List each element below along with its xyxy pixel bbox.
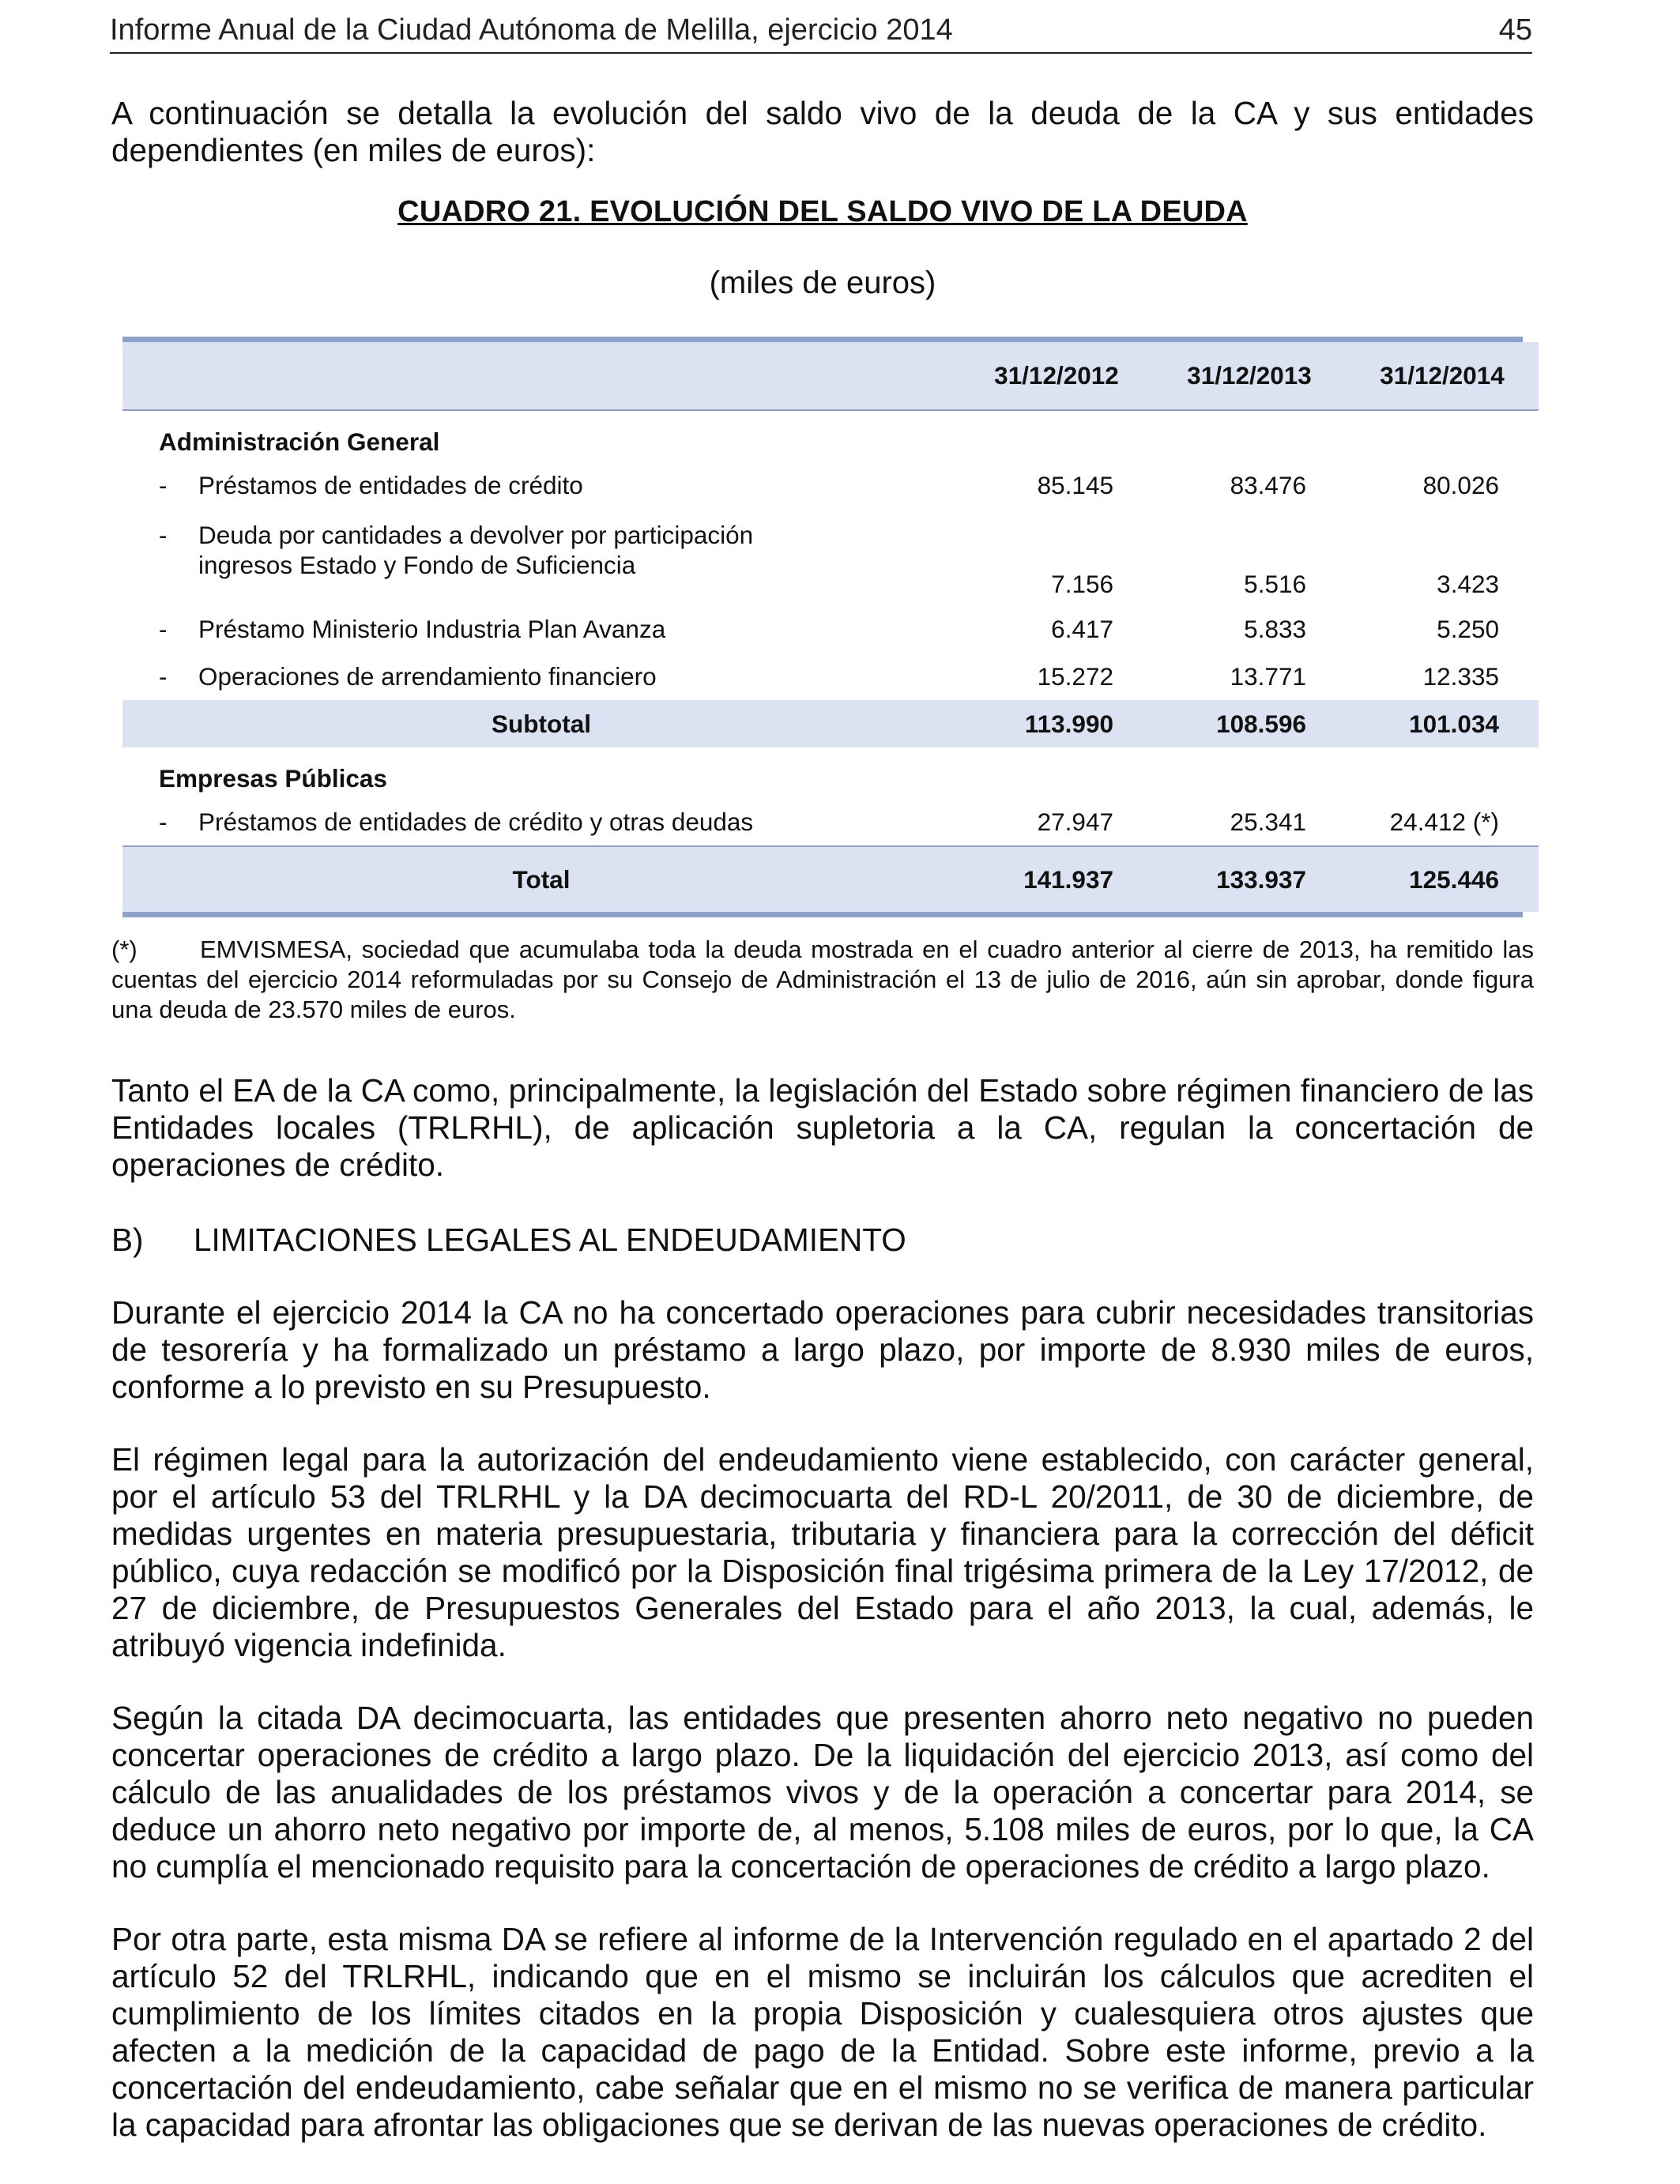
cell-value: 80.026 bbox=[1422, 470, 1499, 499]
table-row bbox=[122, 461, 1539, 509]
section-label: Empresas Públicas bbox=[159, 764, 387, 793]
cell-value: 108.596 bbox=[1153, 700, 1346, 747]
table-row bbox=[122, 509, 1539, 605]
total-label: Total bbox=[122, 846, 960, 912]
total-row bbox=[122, 846, 1539, 912]
column-header: 31/12/2012 bbox=[960, 342, 1153, 410]
column-header: 31/12/2013 bbox=[1153, 342, 1346, 410]
cell-value: 125.446 bbox=[1346, 846, 1539, 912]
page-body bbox=[111, 87, 1534, 2144]
report-title: Informe Anual de la Ciudad Autónoma de Melilla, ejercicio 2014 bbox=[110, 13, 953, 47]
cell-value: 133.937 bbox=[1153, 846, 1346, 912]
cell-value: 5.833 bbox=[1244, 614, 1306, 643]
cell-value: 7.156 bbox=[1051, 570, 1113, 598]
debt-table bbox=[122, 337, 1523, 917]
table-row bbox=[122, 798, 1539, 846]
cell-value: 25.341 bbox=[1153, 798, 1346, 846]
section-label: Administración General bbox=[159, 427, 440, 456]
bullet-dash: - bbox=[159, 661, 168, 691]
cell-value: 15.272 bbox=[1037, 661, 1113, 691]
cell-value: 6.417 bbox=[1051, 614, 1113, 643]
row-label: Préstamo Ministerio Industria Plan Avanza bbox=[198, 614, 666, 643]
table-footnote bbox=[111, 935, 1534, 1025]
table-top-rule bbox=[122, 337, 1523, 342]
bullet-dash: - bbox=[159, 470, 168, 499]
bullet-dash: - bbox=[159, 807, 168, 836]
cell-value: 3.423 bbox=[1437, 570, 1499, 598]
table-title: CUADRO 21. EVOLUCIÓN DEL SALDO VIVO DE LA DEUDA bbox=[397, 195, 1248, 228]
section-title: LIMITACIONES LEGALES AL ENDEUDAMIENTO bbox=[194, 1222, 906, 1258]
intro-paragraph: A continuación se detalla la evolución del saldo vivo de la deuda de la CA y sus entidades dependientes (en miles de euros): bbox=[111, 95, 1534, 168]
cell-value: 113.990 bbox=[960, 700, 1153, 747]
cell-value: 12.335 bbox=[1422, 661, 1499, 691]
column-header: 31/12/2014 bbox=[1346, 342, 1539, 410]
row-label: Préstamos de entidades de crédito y otras deudas bbox=[198, 807, 754, 836]
paragraph: Por otra parte, esta misma DA se refiere al informe de la Intervención regulado en el apartado 2 del artículo 52 del TRLRHL, indicando que en el mismo se incluirán los cálculos que acrediten el cumplimiento de los límites citados en la propia Disposición y cualesquiera otros ajustes que afecten a la medición de la capacidad de pago de la Entidad. Sobre este informe, previo a la concertación del endeudamiento, cabe señalar que en el mismo no se verifica de manera particular la capacidad para afrontar las obligaciones que se derivan de las nuevas operaciones de crédito. bbox=[111, 1921, 1534, 2143]
cell-value: 5.516 bbox=[1244, 570, 1306, 598]
table-header-row bbox=[122, 342, 1539, 410]
cell-value: 85.145 bbox=[1037, 470, 1113, 499]
page-header bbox=[110, 8, 1532, 54]
page-number: 45 bbox=[1498, 13, 1532, 47]
table-units: (miles de euros) bbox=[709, 265, 936, 300]
table-row bbox=[122, 653, 1539, 700]
section-row bbox=[122, 410, 1539, 461]
bullet-dash: - bbox=[159, 614, 168, 643]
cell-value: 5.250 bbox=[1437, 614, 1499, 643]
section-row bbox=[122, 747, 1539, 798]
cell-value: 141.937 bbox=[960, 846, 1153, 912]
row-label-line1: Deuda por cantidades a devolver por participación bbox=[198, 521, 754, 549]
table-bottom-rule bbox=[122, 912, 1523, 917]
table-row bbox=[122, 605, 1539, 653]
subtotal-label: Subtotal bbox=[122, 700, 960, 747]
paragraph: Según la citada DA decimocuarta, las entidades que presenten ahorro neto negativo no pueden concertar operaciones de crédito a largo plazo. De la liquidación del ejercicio 2013, así como del cálculo de las anualidades de los préstamos vivos y de la operación a concertar para 2014, se deduce un ahorro neto negativo por importe de, al menos, 5.108 miles de euros, por lo que, la CA no cumplía el mencionado requisito para la concertación de operaciones de crédito a largo plazo. bbox=[111, 1700, 1534, 1885]
footnote-mark: (*) bbox=[111, 936, 137, 963]
footnote-text: EMVISMESA, sociedad que acumulaba toda la deuda mostrada en el cuadro anterior al cierre de 2013, ha remitido las cuentas del ejercicio 2014 reformuladas por su Consejo de Administración el 13 de julio de 2016, aún sin aprobar, donde figura una deuda de 23.570 miles de euros. bbox=[111, 936, 1534, 1023]
section-heading bbox=[111, 1222, 1534, 1259]
paragraph: Tanto el EA de la CA como, principalmente, la legislación del Estado sobre régimen financiero de las Entidades locales (TRLRHL), de aplicación supletoria a la CA, regulan la concertación de operaciones de crédito. bbox=[111, 1072, 1534, 1183]
bullet-dash: - bbox=[159, 521, 168, 549]
cell-value: 27.947 bbox=[960, 798, 1153, 846]
row-label bbox=[198, 520, 753, 580]
subtotal-row bbox=[122, 700, 1539, 747]
cell-value: 83.476 bbox=[1230, 470, 1306, 499]
row-label: Préstamos de entidades de crédito bbox=[198, 470, 583, 499]
paragraph: Durante el ejercicio 2014 la CA no ha concertado operaciones para cubrir necesidades transitorias de tesorería y ha formalizado un préstamo a largo plazo, por importe de 8.930 miles de euros, conforme a lo previsto en su Presupuesto. bbox=[111, 1294, 1534, 1405]
row-label: Operaciones de arrendamiento financiero bbox=[198, 661, 657, 691]
paragraph: El régimen legal para la autorización del endeudamiento viene establecido, con carácter general, por el artículo 53 del TRLRHL y la DA decimocuarta del RD-L 20/2011, de 30 de diciembre, de medidas urgentes en materia presupuestaria, tributaria y financiera para la corrección del déficit público, cuya redacción se modificó por la Disposición final trigésima primera de la Ley 17/2012, de 27 de diciembre, de Presupuestos Generales del Estado para el año 2013, la cual, además, le atribuyó vigencia indefinida. bbox=[111, 1441, 1534, 1663]
cell-value: 101.034 bbox=[1346, 700, 1539, 747]
cell-value: 24.412 (*) bbox=[1346, 798, 1539, 846]
cell-value: 13.771 bbox=[1230, 661, 1306, 691]
row-label-line2: ingresos Estado y Fondo de Suficiencia bbox=[198, 551, 636, 579]
section-letter: B) bbox=[111, 1222, 144, 1258]
